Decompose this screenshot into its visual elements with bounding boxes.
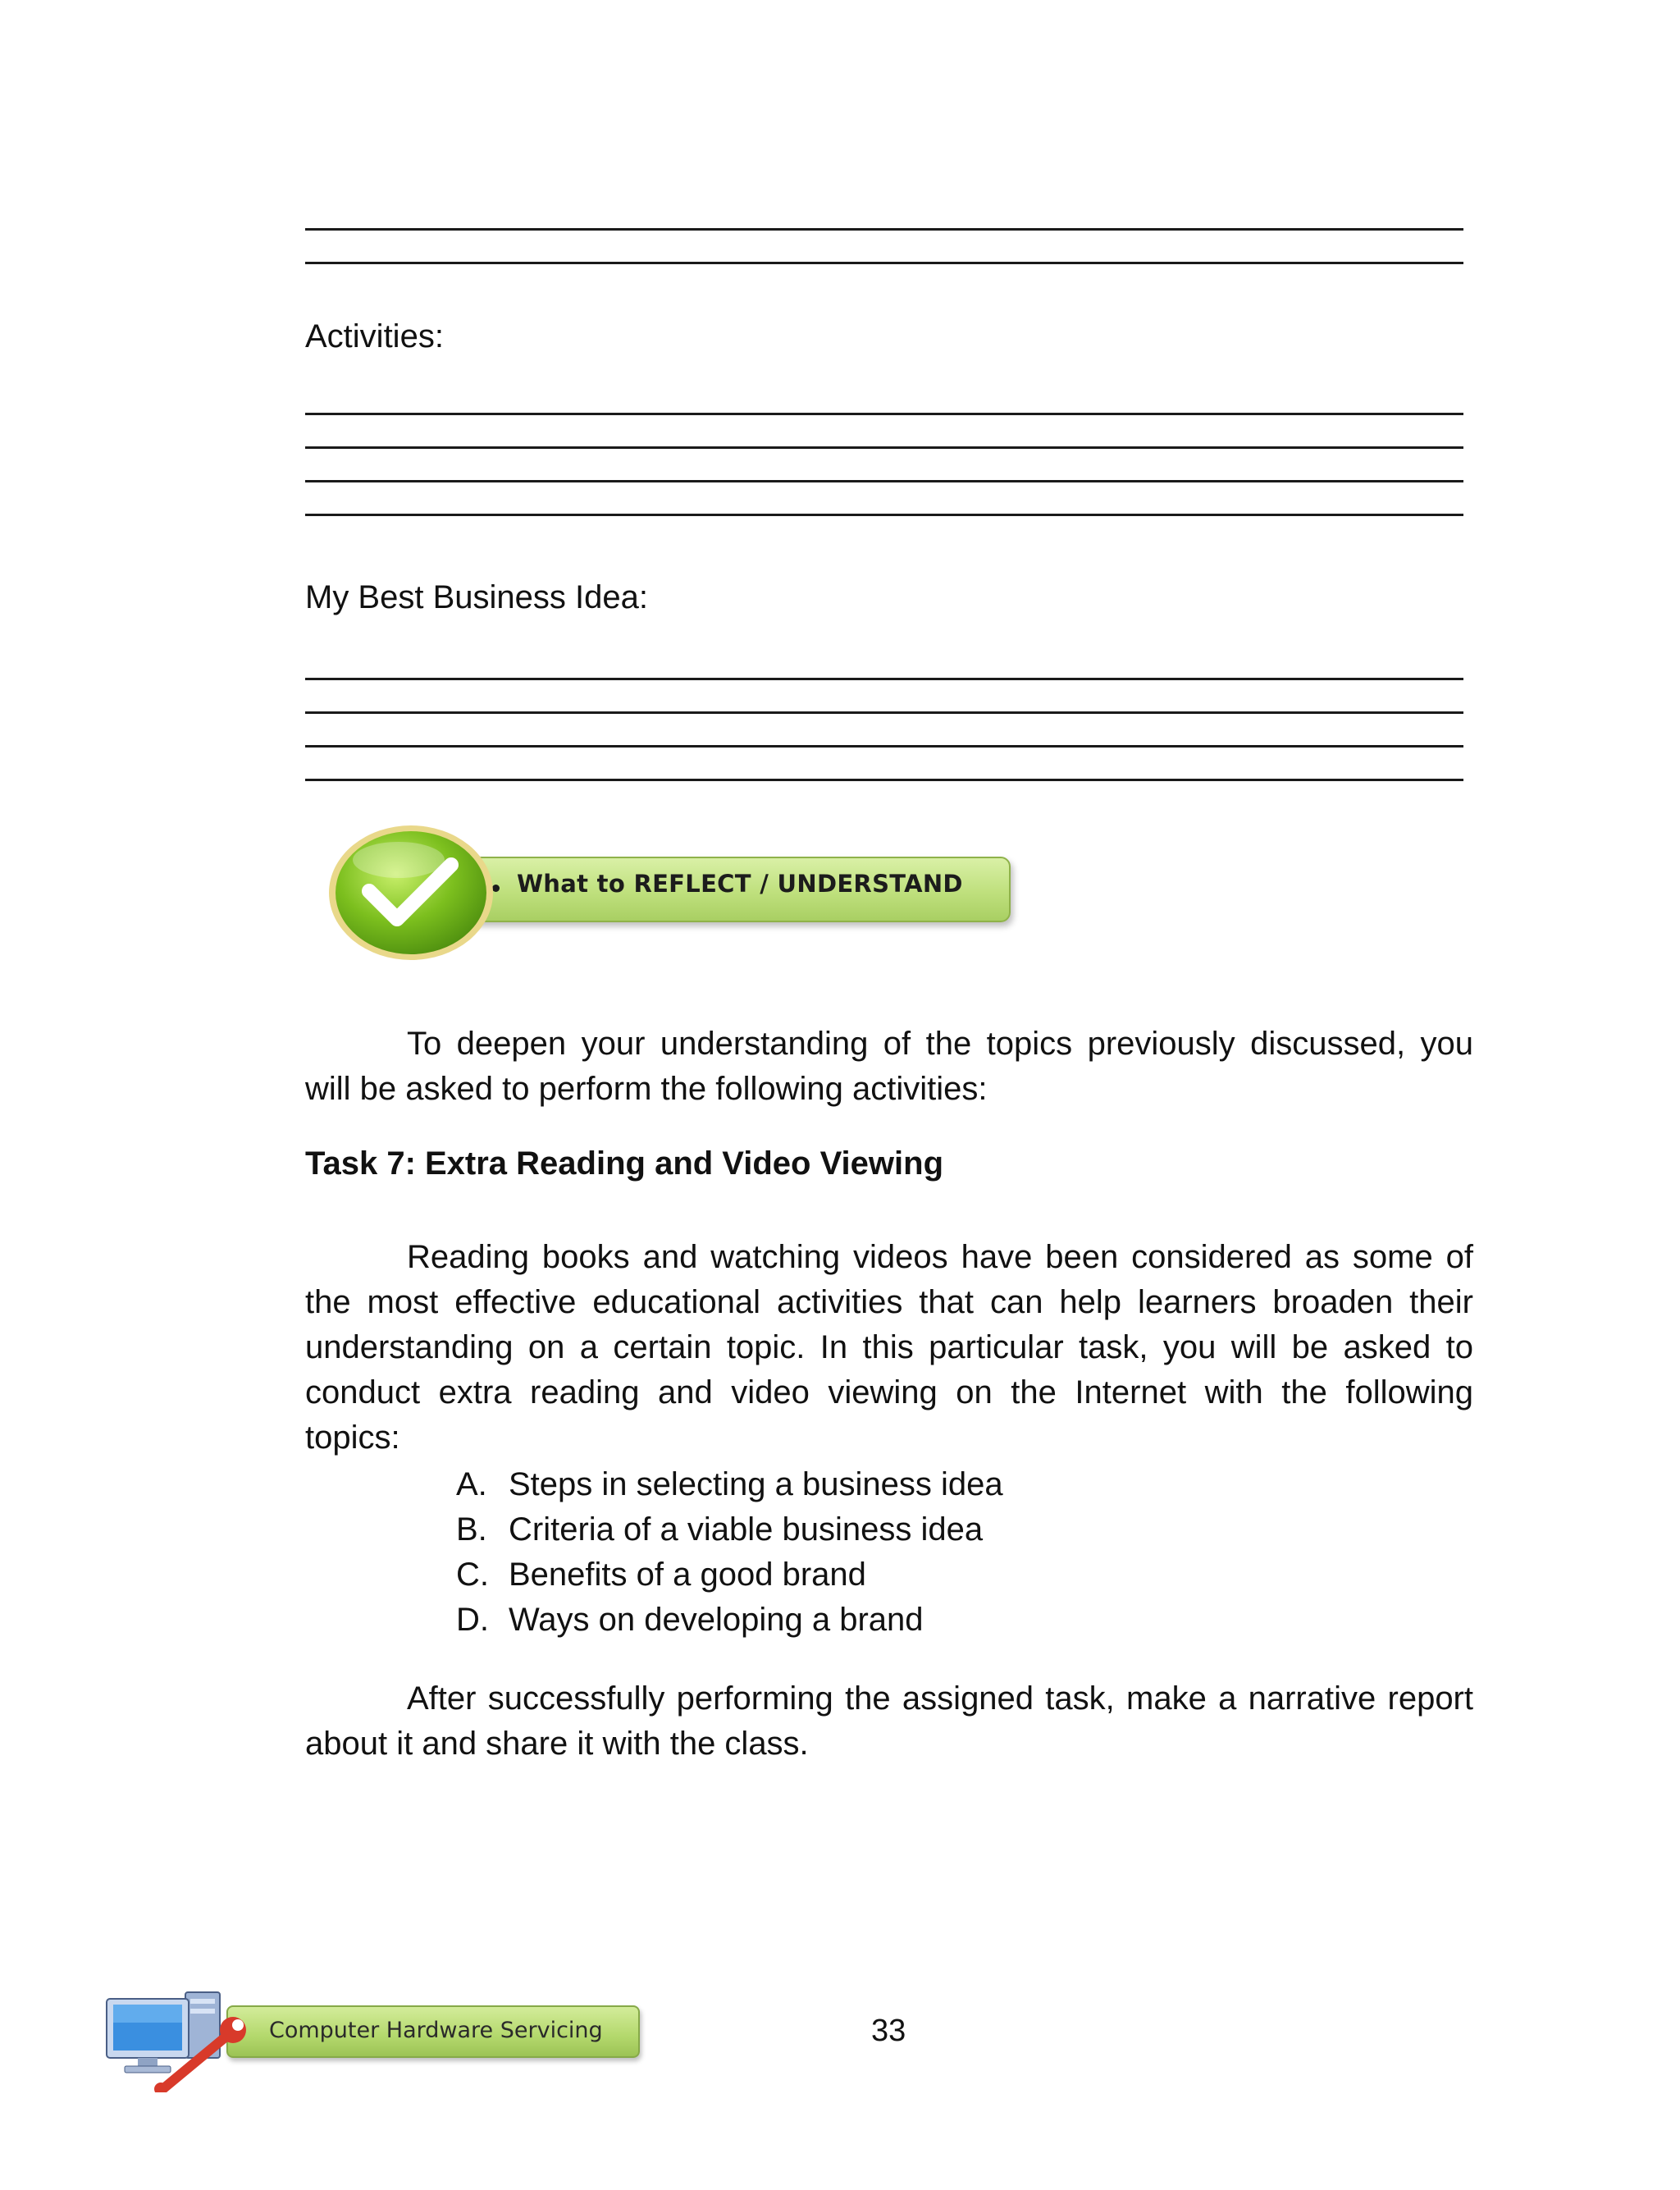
footer-bar <box>226 2005 640 2058</box>
course-label: Computer Hardware Servicing <box>269 2018 603 2043</box>
writing-line <box>305 228 1463 231</box>
writing-line <box>305 413 1463 415</box>
writing-line <box>305 678 1463 680</box>
list-item-text: Ways on developing a brand <box>509 1602 924 1638</box>
check-icon <box>326 822 495 963</box>
list-item <box>456 1552 1003 1598</box>
writing-line <box>305 514 1463 516</box>
computer-wrench-icon <box>105 1986 269 2092</box>
list-item <box>456 1462 1003 1507</box>
writing-line <box>305 745 1463 748</box>
best-business-idea-label: My Best Business Idea: <box>305 579 648 615</box>
closing-paragraph: After successfully performing the assigned task, make a narrative report about it and share it with the class. <box>305 1680 1473 1762</box>
list-item-text: Criteria of a viable business idea <box>509 1511 984 1548</box>
activities-label: Activities: <box>305 318 444 354</box>
writing-line <box>305 711 1463 714</box>
list-item <box>456 1507 1003 1552</box>
writing-line <box>305 262 1463 264</box>
reflect-understand-banner <box>326 822 1016 967</box>
banner-title: What to REFLECT / UNDERSTAND <box>517 870 963 898</box>
list-item-text: Steps in selecting a business idea <box>509 1466 1003 1502</box>
list-item-letter: D. <box>456 1602 489 1638</box>
list-item-letter: B. <box>456 1511 487 1548</box>
list-item-text: Benefits of a good brand <box>509 1557 866 1593</box>
list-item-letter: C. <box>456 1557 489 1593</box>
writing-line <box>305 480 1463 482</box>
topic-list <box>456 1462 1003 1643</box>
list-item-letter: A. <box>456 1466 487 1502</box>
page-number: 33 <box>871 2014 906 2048</box>
footer-course-logo <box>105 1986 646 2092</box>
task-7-heading: Task 7: Extra Reading and Video Viewing <box>305 1145 944 1182</box>
task-7-paragraph: Reading books and watching videos have been considered as some of the most effective educational activities that can help learners broaden their understanding on a certain topic. In this particular task, you will be asked to conduct extra reading and video viewing on the Internet with the following topics: <box>305 1239 1473 1456</box>
intro-paragraph: To deepen your understanding of the topics previously discussed, you will be asked to perform the following activities: <box>305 1026 1473 1107</box>
list-item <box>456 1598 1003 1643</box>
writing-line <box>305 779 1463 781</box>
banner-bar <box>441 857 1011 922</box>
writing-line <box>305 446 1463 449</box>
